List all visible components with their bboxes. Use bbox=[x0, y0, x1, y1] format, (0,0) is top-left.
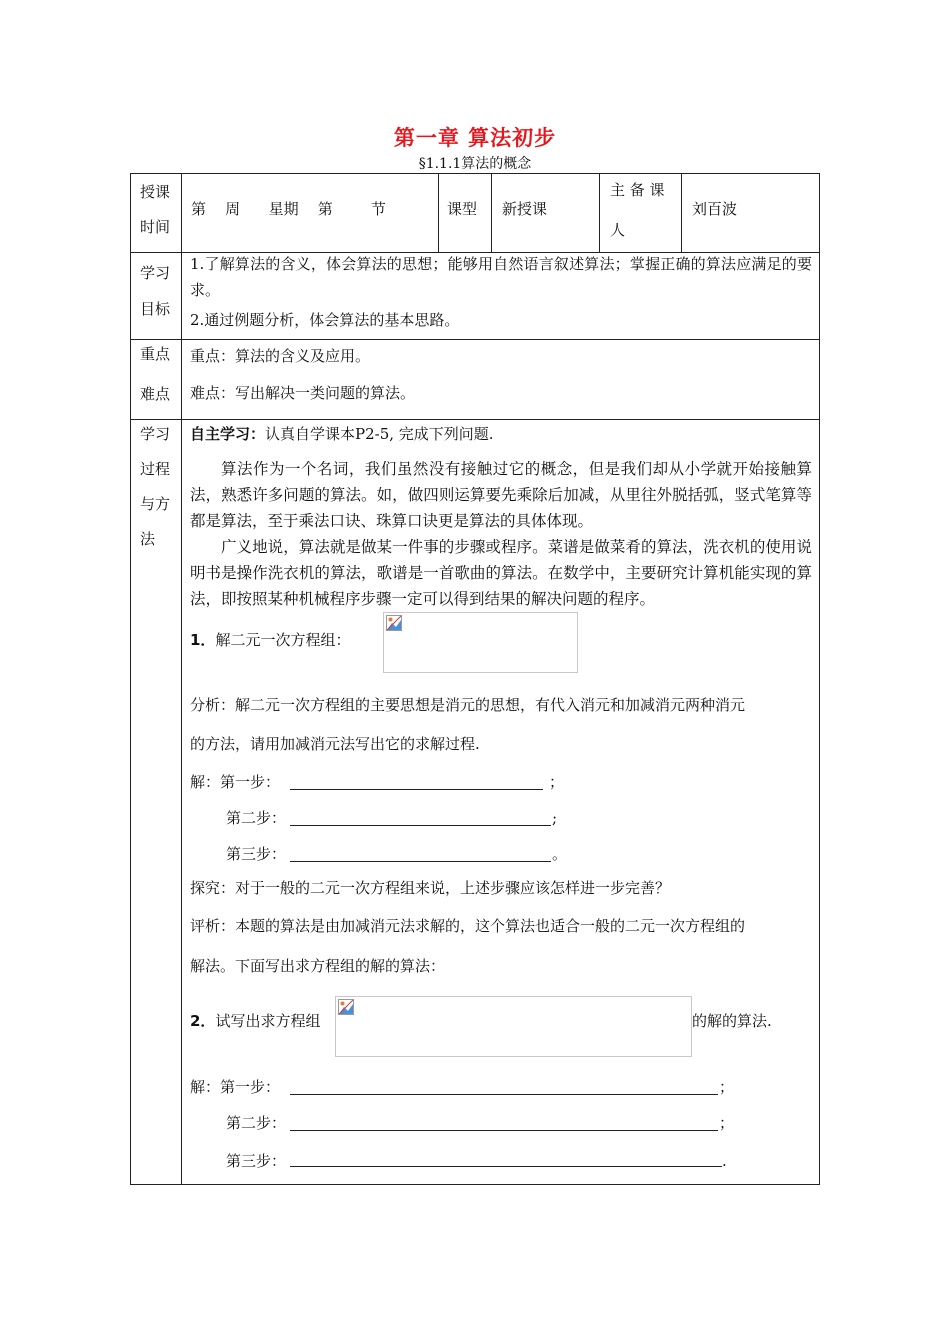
time-label-top: 授课 bbox=[140, 183, 171, 201]
answer-blank[interactable] bbox=[290, 1130, 718, 1131]
paragraph-2: 广义地说，算法就是做某一件事的步骤或程序。菜谱是做菜肴的算法，洗衣机的使用说明书是操作洗衣机的算法，歌谱是一首歌曲的算法。在数学中，主要研究计算机能实现的算法，即按照某种机械程序步骤一定可以得到结果的解决问题的程序。 bbox=[190, 538, 812, 608]
label-column-divider bbox=[181, 173, 182, 1185]
self-study-instruction: 认真自学课本P2-5, 完成下列问题. bbox=[265, 425, 494, 443]
question-2-suffix: 的解的算法. bbox=[692, 1012, 772, 1030]
answer-blank[interactable] bbox=[290, 1094, 718, 1095]
solution-2-step-1: 解：第一步： bbox=[190, 1078, 281, 1096]
preparer-label-top: 主 备 课 bbox=[610, 181, 665, 199]
explore-question: 探究：对于一般的二元一次方程组来说，上述步骤应该怎样进一步完善？ bbox=[190, 879, 671, 897]
time-slots: 第 周 星期 第 节 bbox=[191, 200, 386, 218]
difficulty: 难点：写出解决一类问题的算法。 bbox=[190, 384, 416, 402]
process-label-4: 法 bbox=[140, 530, 156, 548]
equation-image-1 bbox=[383, 612, 578, 673]
focus-label-top: 重点 bbox=[140, 345, 171, 363]
answer-blank[interactable] bbox=[290, 861, 551, 862]
process-label-3: 与方 bbox=[140, 495, 171, 513]
info-divider-2 bbox=[491, 173, 492, 252]
goals-label-bottom: 目标 bbox=[140, 300, 171, 318]
preparer-label-bottom: 人 bbox=[610, 221, 626, 239]
process-label-2: 过程 bbox=[140, 460, 171, 478]
row-divider-2 bbox=[130, 339, 820, 340]
answer-blank[interactable] bbox=[290, 1166, 722, 1167]
question-1-number: 1． bbox=[190, 631, 216, 649]
focus-label-bottom: 难点 bbox=[140, 385, 171, 403]
info-divider-1 bbox=[438, 173, 439, 252]
paragraph-1: 算法作为一个名词，我们虽然没有接触过它的概念，但是我们却从小学就开始接触算法，熟悉许多问题的算法。如，做四则运算要先乘除后加减，从里往外脱括弧，竖式笔算等都是算法，至于乘法口诀、珠算口诀更是算法的具体体现。 bbox=[190, 460, 812, 530]
chapter-title: 第一章 算法初步 bbox=[393, 126, 557, 150]
process-label-1: 学习 bbox=[140, 425, 171, 443]
goals-label-top: 学习 bbox=[140, 264, 171, 282]
broken-image-icon bbox=[338, 999, 354, 1015]
section-subtitle: §1.1.1算法的概念 bbox=[418, 156, 532, 172]
solution-2-end-2: ； bbox=[719, 1114, 735, 1132]
broken-image-icon bbox=[386, 615, 402, 631]
question-2 bbox=[190, 1011, 320, 1031]
row-divider-3 bbox=[130, 419, 820, 420]
solution-2-step-2: 第二步： bbox=[226, 1114, 287, 1132]
comment-line-2: 解法。下面写出求方程组的解的算法： bbox=[190, 957, 446, 975]
solution-1-end-2: ; bbox=[552, 809, 558, 827]
solution-1-step-3: 第三步： bbox=[226, 845, 287, 863]
solution-1-step-2: 第二步： bbox=[226, 809, 287, 827]
lesson-type-value: 新授课 bbox=[502, 200, 548, 218]
analysis-line-2: 的方法，请用加减消元法写出它的求解过程. bbox=[190, 735, 480, 753]
comment-line-1: 评析：本题的算法是由加减消元法求解的，这个算法也适合一般的二元一次方程组的 bbox=[190, 917, 746, 935]
time-label-bottom: 时间 bbox=[140, 218, 171, 236]
lesson-type-label: 课型 bbox=[447, 200, 478, 218]
self-study-line bbox=[190, 424, 494, 444]
self-study-label: 自主学习： bbox=[190, 425, 266, 443]
question-2-number: 2． bbox=[190, 1012, 216, 1030]
goal-2: 2.通过例题分析，体会算法的基本思路。 bbox=[190, 311, 460, 329]
info-divider-3 bbox=[599, 173, 600, 252]
info-divider-4 bbox=[681, 173, 682, 252]
solution-2-end-3: . bbox=[722, 1152, 727, 1170]
analysis-line-1: 分析：解二元一次方程组的主要思想是消元的思想，有代入消元和加减消元两种消元 bbox=[190, 696, 746, 714]
solution-1-step-1: 解：第一步： bbox=[190, 773, 281, 791]
question-2-text: 试写出求方程组 bbox=[215, 1012, 321, 1030]
solution-1-end-3: 。 bbox=[552, 845, 568, 863]
solution-2-end-1: ； bbox=[719, 1078, 735, 1096]
preparer-name: 刘百波 bbox=[692, 200, 738, 218]
answer-blank[interactable] bbox=[290, 789, 543, 790]
key-point: 重点：算法的含义及应用。 bbox=[190, 347, 371, 365]
question-1-text: 解二元一次方程组： bbox=[215, 631, 351, 649]
goal-1: 1.了解算法的含义，体会算法的思想；能够用自然语言叙述算法；掌握正确的算法应满足的要求。 bbox=[190, 255, 812, 299]
answer-blank[interactable] bbox=[290, 825, 551, 826]
solution-2-step-3: 第三步： bbox=[226, 1152, 287, 1170]
question-1 bbox=[190, 630, 350, 650]
equation-image-2 bbox=[335, 996, 692, 1057]
solution-1-end-1: ； bbox=[549, 773, 565, 791]
